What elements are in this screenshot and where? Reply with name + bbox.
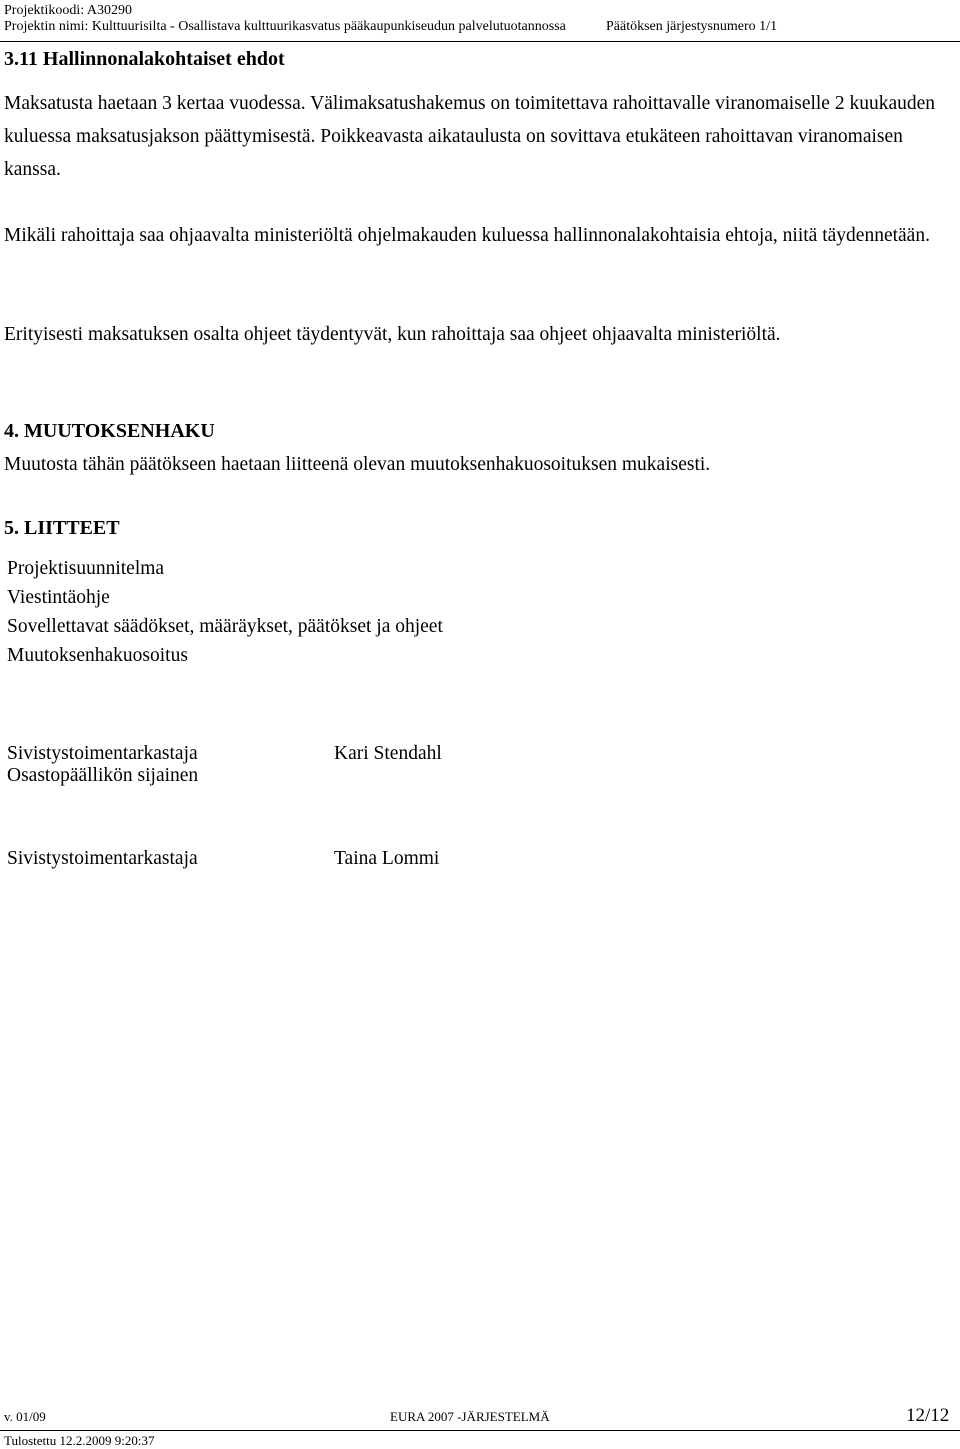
signer-name: Taina Lommi — [334, 848, 440, 869]
signer-title: Sivistystoimentarkastaja — [7, 848, 198, 869]
section-title-3-11: 3.11 Hallinnonalakohtaiset ehdot — [4, 48, 285, 70]
paragraph-payment-schedule: Maksatusta haetaan 3 kertaa vuodessa. Välimaksatushakemus on toimitettava rahoittavalle viranomaiselle 2 kuukauden kuluessa maksatusjakson päättymisestä. Poikkeavasta aikataulusta on sovittava etukäteen rahoittavan viranomaisen kanssa. — [4, 93, 936, 180]
paragraph-appeal: Muutosta tähän päätökseen haetaan liitteenä olevan muutoksenhakuosoituksen mukaisesti. — [4, 454, 711, 475]
footer-divider — [0, 1430, 960, 1431]
project-name: Projektin nimi: Kulttuurisilta - Osallistava kulttuurikasvatus pääkaupunkiseudun palvelutuotannossa — [4, 19, 566, 34]
attachment-item: Muutoksenhakuosoitus — [7, 645, 188, 666]
decision-number: Päätöksen järjestysnumero 1/1 — [606, 19, 778, 34]
section-title-5: 5. LIITTEET — [4, 517, 120, 539]
footer-version: v. 01/09 — [4, 1409, 46, 1424]
footer-page-number: 12/12 — [906, 1405, 950, 1426]
footer-printed-timestamp: Tulostettu 12.2.2009 9:20:37 — [4, 1433, 155, 1448]
attachment-item: Viestintäohje — [7, 587, 110, 608]
footer-system: EURA 2007 -JÄRJESTELMÄ — [390, 1409, 550, 1424]
signer-title: Sivistystoimentarkastaja — [7, 743, 198, 764]
header-divider — [0, 41, 960, 42]
signer-name: Kari Stendahl — [334, 743, 442, 764]
project-code: Projektikoodi: A30290 — [4, 3, 132, 18]
attachment-item: Sovellettavat säädökset, määräykset, päätökset ja ohjeet — [7, 616, 443, 637]
attachment-item: Projektisuunnitelma — [7, 558, 165, 579]
paragraph-payment-instructions: Erityisesti maksatuksen osalta ohjeet täydentyvät, kun rahoittaja saa ohjeet ohjaavalta ministeriöltä. — [4, 324, 781, 345]
signer-subtitle: Osastopäällikön sijainen — [7, 765, 199, 786]
paragraph-ministry-conditions: Mikäli rahoittaja saa ohjaavalta ministeriöltä ohjelmakauden kuluessa hallinnonalakohtaisia ehtoja, niitä täydennetään. — [4, 225, 930, 246]
section-title-4: 4. MUUTOKSENHAKU — [4, 420, 215, 442]
